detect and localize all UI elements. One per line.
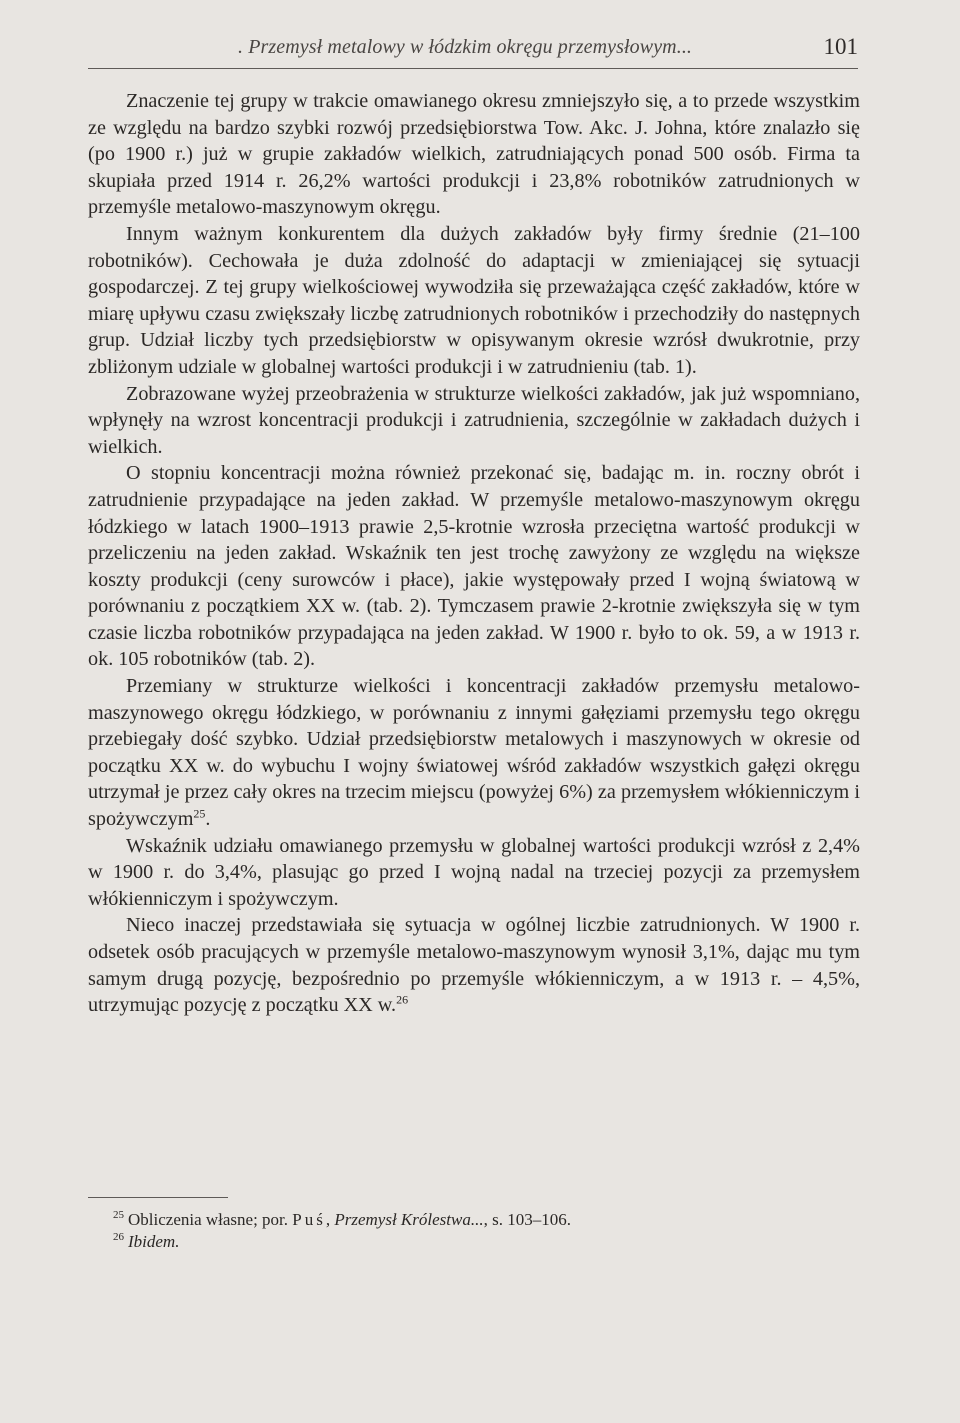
footnotes	[113, 1209, 853, 1253]
footnote-title: Przemysł Królestwa...	[334, 1210, 484, 1229]
body-text	[88, 88, 860, 1019]
footnote-26: 26 Ibidem.	[113, 1231, 180, 1251]
paragraph-6: Wskaźnik udziału omawianego przemysłu w globalnej wartości produkcji wzrósł z 2,4% w 1900 r. do 3,4%, plasując go przed I wojną nadal na trzeciej pozycji za przemysłem włókienniczym i spożywczym.	[88, 834, 860, 910]
paragraph-7: Nieco inaczej przedstawiała się sytuacja w ogólnej liczbie zatrudnionych. W 1900 r. odsetek osób pracujących w przemyśle metalowo-maszynowym wynosił 3,1%, dając mu tym samym drugą pozycję, bezpośrednio po przemyśle włókienniczym, a w 1913 r. – 4,5%, utrzymując pozycję z początku XX w.$^{26}$	[88, 914, 860, 1017]
paragraph-1: Znaczenie tej grupy w trakcie omawianego okresu zmniejszyło się, a to przede wszystkim ze względu na bardzo szybki rozwój przedsiębiorstwa Tow. Akc. J. Johna, które znalazło się (po 1900 r.) już w grupie zakładów wielkich, zatrudniających ponad 500 osób. Firma ta skupiała przed 1914 r. 26,2% wartości produkcji i 23,8% robotników zatrudnionych w przemyśle metalowo-maszynowym okręgu.	[88, 90, 860, 219]
running-head: . Przemysł metalowy w łódzkim okręgu przemysłowym...	[238, 36, 693, 58]
paragraph-2: Innym ważnym konkurentem dla dużych zakładów były firmy średnie (21–100 robotników). Cechowała je duża zdolność do adaptacji w zmieniającej się sytuacji gospodarczej. Z tej grupy wielkościowej wywodziła się przeważająca część zakładów, które w miarę upływu czasu zwiększały liczbę zatrudnionych robotników i przechodziły do następnych grup. Udział liczby tych przedsiębiorstw w opisywanym okresie wzrósł dwukrotnie, przy zbliżonym udziale w globalnej wartości produkcji i w zatrudnieniu (tab. 1).	[88, 222, 860, 378]
paragraph-4: O stopniu koncentracji można również przekonać się, badając m. in. roczny obrót i zatrudnienie przypadające na jeden zakład. W przemyśle metalowo-maszynowym okręgu łódzkiego w latach 1900–1913 prawie 2,5-krotnie wzrosła przeciętna wartość produkcji w przeliczeniu na jeden zakład. Wskaźnik ten jest trochę zawyżony ze względu na większe koszty produkcji (ceny surowców i płace), jakie występowały przed I wojną światową w porównaniu z początkiem XX w. (tab. 2). Tymczasem prawie 2-krotnie zwiększyła się w tym czasie liczba robotników przypadająca na jeden zakład. W 1900 r. było to ok. 59, a w 1913 r. ok. 105 robotników (tab. 2).	[88, 462, 860, 671]
page-number: 101	[823, 34, 858, 59]
footnote-author: Puś	[292, 1210, 326, 1229]
footnote-title: Ibidem.	[128, 1232, 180, 1251]
page-header	[88, 34, 858, 69]
footnote-ref-25[interactable]: 25	[193, 806, 206, 821]
footnote-divider	[88, 1197, 228, 1198]
footnote-25: 25 Obliczenia własne; por. Puś, Przemysł Królestwa..., s. 103–106.	[113, 1209, 571, 1229]
footnote-ref-26[interactable]: 26	[396, 992, 409, 1007]
paragraph-3: Zobrazowane wyżej przeobrażenia w strukturze wielkości zakładów, jak już wspomniano, wpłynęły na wzrost koncentracji produkcji i zatrudnienia, szczególnie w zakładach dużych i wielkich.	[88, 382, 860, 458]
paragraph-5: Przemiany w strukturze wielkości i koncentracji zakładów przemysłu metalowo-maszynowego okręgu łódzkiego, w porównaniu z innymi gałęziami przemysłu tego okręgu przebiegały dość szybko. Udział przedsiębiorstw metalowych i maszynowych w okresie od początku XX w. do wybuchu I wojny światowej wśród zakładów wszystkich gałęzi okręgu utrzymał je przez cały okres na trzecim miejscu (powyżej 6%) za przemysłem włókienniczym i spożywczym$^{25}$.	[88, 675, 860, 831]
